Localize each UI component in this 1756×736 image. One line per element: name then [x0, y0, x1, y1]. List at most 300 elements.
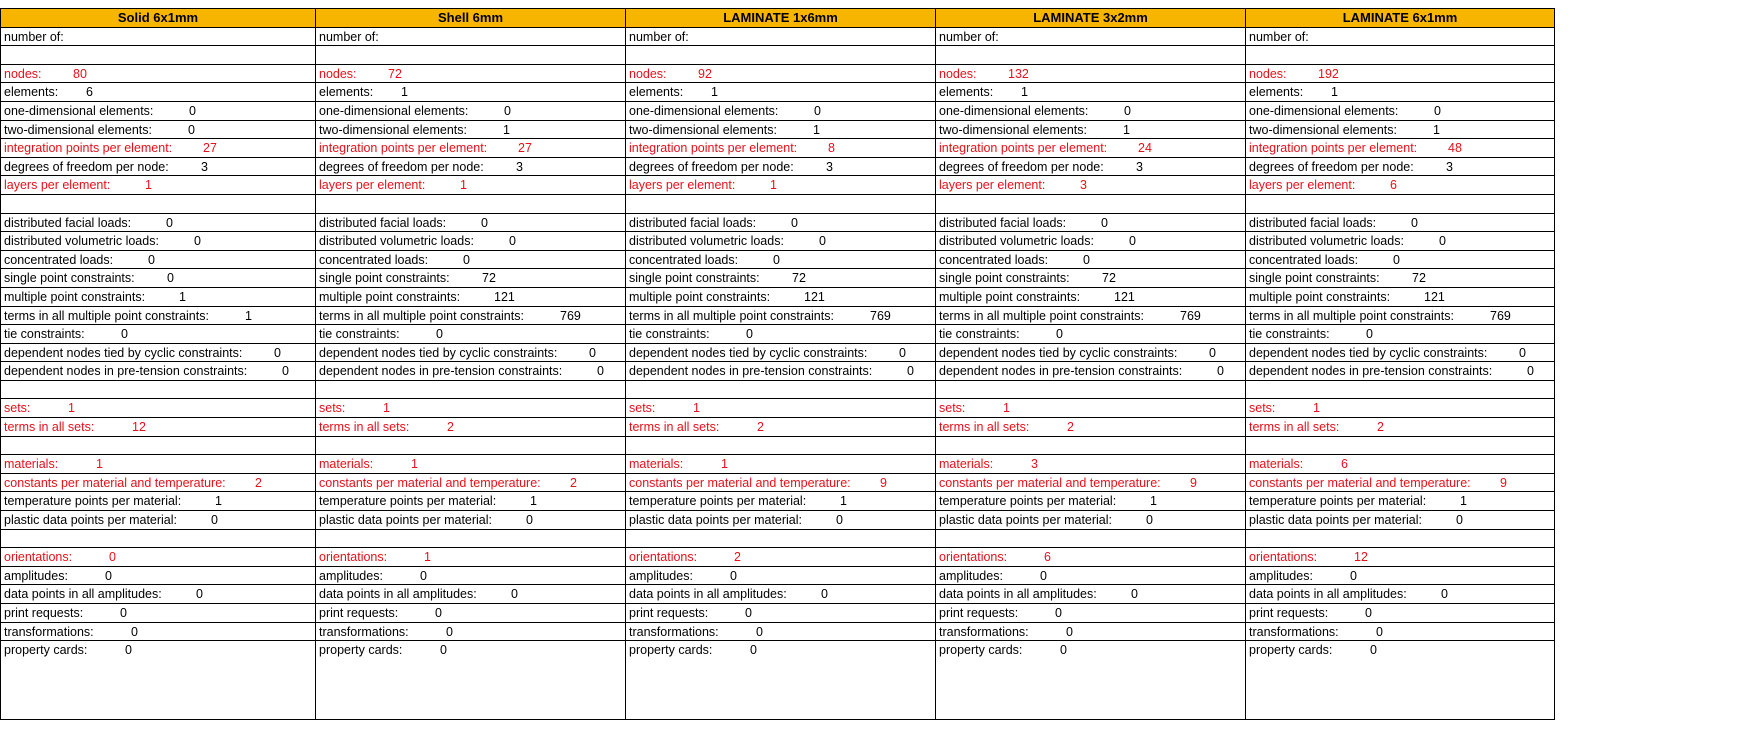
stat-label: print requests:	[629, 606, 709, 620]
stat-value: 0	[440, 643, 447, 658]
stat-row	[1, 548, 315, 567]
stat-label: integration points per element:	[1249, 141, 1418, 156]
stat-value: 1	[401, 85, 408, 100]
stat-label: number of:	[319, 29, 379, 44]
blank-row	[316, 437, 625, 456]
stat-row	[626, 83, 935, 102]
stat-value: 1	[503, 122, 510, 137]
stat-row	[316, 585, 625, 604]
stat-value: 192	[1318, 66, 1339, 81]
stat-value: 0	[1131, 587, 1138, 602]
stat-label: degrees of freedom per node:	[1249, 159, 1414, 174]
stat-row	[316, 269, 625, 288]
stat-value: 0	[907, 364, 914, 379]
stat-label: dependent nodes tied by cyclic constraints:	[1249, 345, 1488, 360]
stat-label: multiple point constraints:	[319, 289, 461, 304]
stat-row	[316, 344, 625, 363]
stat-row	[1, 158, 315, 177]
stat-label: distributed volumetric loads:	[1249, 234, 1404, 249]
stat-value: 1	[215, 494, 222, 509]
stat-label: property cards:	[629, 643, 713, 658]
stat-label: distributed volumetric loads:	[939, 234, 1094, 249]
column-header: LAMINATE 6x1mm	[1246, 9, 1554, 28]
stat-row	[1, 418, 315, 437]
stat-row	[936, 362, 1245, 381]
stat-row	[1246, 65, 1554, 84]
stat-value: 0	[274, 345, 281, 360]
stat-label: amplitudes:	[4, 568, 68, 583]
stat-label: terms in all multiple point constraints:	[4, 308, 209, 323]
blank-row	[316, 195, 625, 214]
stat-row	[1246, 325, 1554, 344]
blank-row	[936, 437, 1245, 456]
blank-row	[1, 46, 315, 65]
stat-label: nodes:	[4, 66, 42, 81]
stat-value: 3	[1080, 178, 1087, 193]
stat-value: 9	[1500, 475, 1507, 490]
stat-value: 3	[516, 159, 523, 174]
stat-row	[936, 214, 1245, 233]
stat-value: 0	[1376, 624, 1383, 639]
stat-value: 0	[526, 513, 533, 528]
stat-value: 1	[840, 494, 847, 509]
stat-row	[936, 232, 1245, 251]
blank-row	[1, 381, 315, 400]
stat-label: plastic data points per material:	[319, 513, 493, 528]
stat-row	[1246, 28, 1554, 47]
blank-row	[626, 195, 935, 214]
stat-value: 1	[1313, 401, 1320, 416]
stat-label: multiple point constraints:	[629, 289, 771, 304]
stat-row	[1246, 548, 1554, 567]
stat-value: 0	[819, 234, 826, 249]
stat-row	[1246, 121, 1554, 140]
stat-label: sets:	[4, 401, 31, 416]
stat-value: 0	[597, 364, 604, 379]
stat-label: two-dimensional elements:	[319, 122, 467, 137]
stat-value: 2	[255, 475, 262, 490]
stat-row	[1, 623, 315, 642]
stat-label: layers per element:	[319, 178, 426, 193]
stat-value: 0	[121, 327, 128, 342]
stat-value: 0	[899, 345, 906, 360]
column-2	[315, 8, 625, 720]
stat-label: concentrated loads:	[4, 252, 114, 267]
stat-value: 1	[721, 457, 728, 472]
stat-row	[1246, 455, 1554, 474]
stat-label: amplitudes:	[629, 568, 693, 583]
stat-row	[1246, 214, 1554, 233]
stat-value: 1	[1433, 122, 1440, 137]
stat-value: 0	[1366, 327, 1373, 342]
stat-label: constants per material and temperature:	[319, 475, 541, 490]
stat-row	[936, 83, 1245, 102]
stat-value: 0	[509, 234, 516, 249]
stat-value: 6	[86, 85, 93, 100]
stat-value: 121	[494, 289, 515, 304]
stat-value: 48	[1448, 141, 1462, 156]
stat-value: 1	[460, 178, 467, 193]
stat-value: 0	[1439, 234, 1446, 249]
stat-label: terms in all sets:	[319, 420, 410, 435]
stat-row	[316, 325, 625, 344]
stat-label: two-dimensional elements:	[4, 122, 152, 137]
stat-value: 6	[1044, 550, 1051, 565]
stat-label: dependent nodes tied by cyclic constraints:	[319, 345, 558, 360]
stat-row	[626, 492, 935, 511]
stat-row	[936, 492, 1245, 511]
stat-value: 1	[1021, 85, 1028, 100]
stat-label: materials:	[4, 457, 59, 472]
stat-row	[626, 158, 935, 177]
stat-row	[1246, 102, 1554, 121]
stat-label: tie constraints:	[319, 327, 400, 342]
stat-label: plastic data points per material:	[629, 513, 803, 528]
stat-label: terms in all sets:	[1249, 420, 1340, 435]
stat-row	[1246, 269, 1554, 288]
stat-value: 1	[245, 308, 252, 323]
stat-row	[626, 567, 935, 586]
blank-row	[936, 46, 1245, 65]
stat-label: temperature points per material:	[4, 494, 182, 509]
stat-label: elements:	[629, 85, 684, 100]
stat-label: sets:	[319, 401, 346, 416]
stat-row	[316, 399, 625, 418]
stat-label: distributed facial loads:	[1249, 215, 1377, 230]
stat-row	[1, 176, 315, 195]
stat-row	[316, 567, 625, 586]
stat-label: dependent nodes tied by cyclic constraints:	[939, 345, 1178, 360]
stat-label: one-dimensional elements:	[319, 103, 469, 118]
stat-row	[936, 269, 1245, 288]
stat-value: 0	[1124, 103, 1131, 118]
stat-label: dependent nodes in pre-tension constraints:	[1249, 364, 1493, 379]
stat-value: 0	[814, 103, 821, 118]
stat-label: multiple point constraints:	[4, 289, 146, 304]
stat-label: transformations:	[939, 624, 1029, 639]
stat-value: 0	[420, 568, 427, 583]
stat-row	[626, 176, 935, 195]
stat-row	[936, 585, 1245, 604]
stat-value: 0	[463, 252, 470, 267]
stat-label: print requests:	[1249, 606, 1329, 620]
stat-value: 12	[132, 420, 146, 435]
stat-label: data points in all amplitudes:	[4, 587, 162, 602]
stat-label: print requests:	[939, 606, 1019, 620]
stat-row	[936, 158, 1245, 177]
stat-label: plastic data points per material:	[4, 513, 178, 528]
stat-label: dependent nodes tied by cyclic constraints:	[629, 345, 868, 360]
stat-value: 1	[711, 85, 718, 100]
stat-label: dependent nodes in pre-tension constraints:	[319, 364, 563, 379]
stat-row	[1, 641, 315, 660]
column-header: LAMINATE 1x6mm	[626, 9, 935, 28]
stat-label: elements:	[1249, 85, 1304, 100]
stat-row	[316, 641, 625, 660]
stat-label: nodes:	[939, 66, 977, 81]
stat-label: dependent nodes in pre-tension constraints:	[939, 364, 1183, 379]
stat-row	[936, 399, 1245, 418]
stat-label: orientations:	[1249, 550, 1318, 565]
stat-label: temperature points per material:	[629, 494, 807, 509]
stat-label: single point constraints:	[319, 271, 450, 286]
stat-value: 0	[166, 215, 173, 230]
blank-row	[626, 530, 935, 549]
stat-value: 1	[770, 178, 777, 193]
stat-value: 0	[120, 606, 127, 620]
stat-label: temperature points per material:	[319, 494, 497, 509]
stat-value: 0	[109, 550, 116, 565]
stat-row	[1246, 418, 1554, 437]
blank-row	[626, 437, 935, 456]
stat-row	[1246, 474, 1554, 493]
stat-label: concentrated loads:	[319, 252, 429, 267]
stat-label: transformations:	[629, 624, 719, 639]
stat-row	[1, 604, 315, 623]
stat-label: dependent nodes in pre-tension constraints:	[629, 364, 873, 379]
stat-label: integration points per element:	[4, 141, 173, 156]
stat-label: integration points per element:	[319, 141, 488, 156]
stat-row	[936, 307, 1245, 326]
stat-row	[1246, 623, 1554, 642]
stat-row	[626, 214, 935, 233]
stat-label: number of:	[629, 29, 689, 44]
stat-value: 0	[196, 587, 203, 602]
stat-row	[626, 418, 935, 437]
stat-label: constants per material and temperature:	[629, 475, 851, 490]
stat-row	[316, 288, 625, 307]
stat-row	[316, 418, 625, 437]
stat-row	[1246, 567, 1554, 586]
stat-value: 1	[424, 550, 431, 565]
stat-value: 1	[693, 401, 700, 416]
stat-value: 9	[1190, 475, 1197, 490]
stat-value: 0	[1217, 364, 1224, 379]
stat-label: orientations:	[4, 550, 73, 565]
stat-label: degrees of freedom per node:	[939, 159, 1104, 174]
stat-value: 0	[435, 606, 442, 620]
column-3	[625, 8, 935, 720]
stat-value: 0	[436, 327, 443, 342]
stat-label: tie constraints:	[1249, 327, 1330, 342]
stat-label: concentrated loads:	[1249, 252, 1359, 267]
stat-row	[1246, 344, 1554, 363]
stat-value: 0	[750, 643, 757, 658]
stat-value: 8	[828, 141, 835, 156]
blank-row	[316, 530, 625, 549]
stat-label: one-dimensional elements:	[1249, 103, 1399, 118]
stat-value: 3	[1031, 457, 1038, 472]
stat-label: orientations:	[319, 550, 388, 565]
stat-row	[1246, 232, 1554, 251]
stat-row	[936, 65, 1245, 84]
stat-value: 0	[773, 252, 780, 267]
stat-label: sets:	[939, 401, 966, 416]
blank-row	[936, 195, 1245, 214]
stat-value: 0	[1060, 643, 1067, 658]
stat-value: 2	[1377, 420, 1384, 435]
column-1	[0, 8, 315, 720]
stat-label: nodes:	[1249, 66, 1287, 81]
stat-row	[626, 251, 935, 270]
stat-value: 0	[105, 568, 112, 583]
stat-label: distributed facial loads:	[629, 215, 757, 230]
stat-label: single point constraints:	[4, 271, 135, 286]
stat-row	[1, 65, 315, 84]
stat-label: distributed facial loads:	[4, 215, 132, 230]
stat-label: print requests:	[4, 606, 84, 620]
blank-row	[316, 46, 625, 65]
stat-row	[1246, 83, 1554, 102]
stat-value: 0	[511, 587, 518, 602]
stat-row	[1, 585, 315, 604]
stat-label: materials:	[939, 457, 994, 472]
stat-label: orientations:	[629, 550, 698, 565]
stat-label: elements:	[4, 85, 59, 100]
stat-row	[1, 344, 315, 363]
stat-value: 769	[1180, 308, 1201, 323]
stat-value: 72	[792, 271, 806, 286]
stat-value: 72	[388, 66, 402, 81]
stat-label: temperature points per material:	[1249, 494, 1427, 509]
stat-value: 0	[211, 513, 218, 528]
stat-row	[1, 139, 315, 158]
stat-row	[626, 269, 935, 288]
stat-label: orientations:	[939, 550, 1008, 565]
column-4	[935, 8, 1245, 720]
stat-label: property cards:	[319, 643, 403, 658]
stat-label: nodes:	[629, 66, 667, 81]
stat-row	[936, 251, 1245, 270]
blank-row	[1246, 195, 1554, 214]
stat-row	[936, 288, 1245, 307]
stat-row	[1, 232, 315, 251]
stat-value: 0	[167, 271, 174, 286]
stat-value: 1	[383, 401, 390, 416]
stat-label: concentrated loads:	[629, 252, 739, 267]
stat-label: property cards:	[939, 643, 1023, 658]
stat-label: data points in all amplitudes:	[939, 587, 1097, 602]
stat-row	[936, 102, 1245, 121]
blank-row	[1246, 437, 1554, 456]
stat-label: one-dimensional elements:	[4, 103, 154, 118]
stat-label: number of:	[4, 29, 64, 44]
stat-value: 1	[411, 457, 418, 472]
stat-value: 24	[1138, 141, 1152, 156]
stat-label: tie constraints:	[629, 327, 710, 342]
stat-value: 2	[570, 475, 577, 490]
stat-value: 1	[1123, 122, 1130, 137]
stat-row	[626, 28, 935, 47]
stat-label: transformations:	[4, 624, 94, 639]
stat-row	[316, 455, 625, 474]
stat-row	[1, 362, 315, 381]
stat-value: 0	[1370, 643, 1377, 658]
stat-value: 0	[746, 327, 753, 342]
stat-label: distributed facial loads:	[319, 215, 447, 230]
stat-label: number of:	[1249, 29, 1309, 44]
stat-row	[626, 65, 935, 84]
stat-row	[626, 623, 935, 642]
stat-row	[936, 139, 1245, 158]
stat-label: sets:	[629, 401, 656, 416]
stat-label: layers per element:	[939, 178, 1046, 193]
stat-row	[936, 121, 1245, 140]
stat-value: 0	[148, 252, 155, 267]
stat-row	[936, 325, 1245, 344]
stat-row	[316, 492, 625, 511]
stat-label: data points in all amplitudes:	[629, 587, 787, 602]
blank-row	[626, 46, 935, 65]
stat-row	[626, 362, 935, 381]
stat-label: data points in all amplitudes:	[1249, 587, 1407, 602]
stat-value: 0	[1365, 606, 1372, 620]
stat-value: 1	[1003, 401, 1010, 416]
stat-label: one-dimensional elements:	[939, 103, 1089, 118]
stat-label: dependent nodes tied by cyclic constraints:	[4, 345, 243, 360]
stat-label: plastic data points per material:	[1249, 513, 1423, 528]
stat-row	[316, 232, 625, 251]
stat-value: 9	[880, 475, 887, 490]
stat-row	[626, 344, 935, 363]
stat-label: terms in all sets:	[939, 420, 1030, 435]
stat-label: terms in all sets:	[629, 420, 720, 435]
stat-value: 0	[1456, 513, 1463, 528]
stat-row	[1246, 251, 1554, 270]
stat-value: 0	[188, 122, 195, 137]
stat-value: 72	[482, 271, 496, 286]
stat-value: 0	[125, 643, 132, 658]
stat-row	[626, 511, 935, 530]
stat-label: constants per material and temperature:	[4, 475, 226, 490]
stat-label: amplitudes:	[939, 568, 1003, 583]
stat-row	[1246, 307, 1554, 326]
stat-label: plastic data points per material:	[939, 513, 1113, 528]
blank-row	[316, 381, 625, 400]
column-5	[1245, 8, 1555, 720]
stat-value: 6	[1390, 178, 1397, 193]
stat-row	[936, 604, 1245, 623]
stat-row	[316, 214, 625, 233]
stat-row	[316, 121, 625, 140]
stat-value: 0	[1393, 252, 1400, 267]
stat-label: integration points per element:	[629, 141, 798, 156]
stat-row	[316, 511, 625, 530]
stat-row	[316, 604, 625, 623]
blank-row	[936, 381, 1245, 400]
stat-value: 92	[698, 66, 712, 81]
stat-label: elements:	[319, 85, 374, 100]
stat-value: 0	[836, 513, 843, 528]
stat-row	[316, 548, 625, 567]
stat-label: property cards:	[1249, 643, 1333, 658]
stat-label: single point constraints:	[1249, 271, 1380, 286]
stat-row	[936, 474, 1245, 493]
stat-label: transformations:	[1249, 624, 1339, 639]
stat-value: 1	[1150, 494, 1157, 509]
stat-value: 0	[131, 624, 138, 639]
blank-row	[1246, 381, 1554, 400]
stat-row	[626, 121, 935, 140]
stat-label: nodes:	[319, 66, 357, 81]
stat-label: number of:	[939, 29, 999, 44]
stat-value: 0	[194, 234, 201, 249]
stat-value: 121	[1424, 289, 1445, 304]
stat-row	[1, 121, 315, 140]
stat-label: amplitudes:	[319, 568, 383, 583]
stat-value: 0	[1411, 215, 1418, 230]
stat-label: distributed facial loads:	[939, 215, 1067, 230]
